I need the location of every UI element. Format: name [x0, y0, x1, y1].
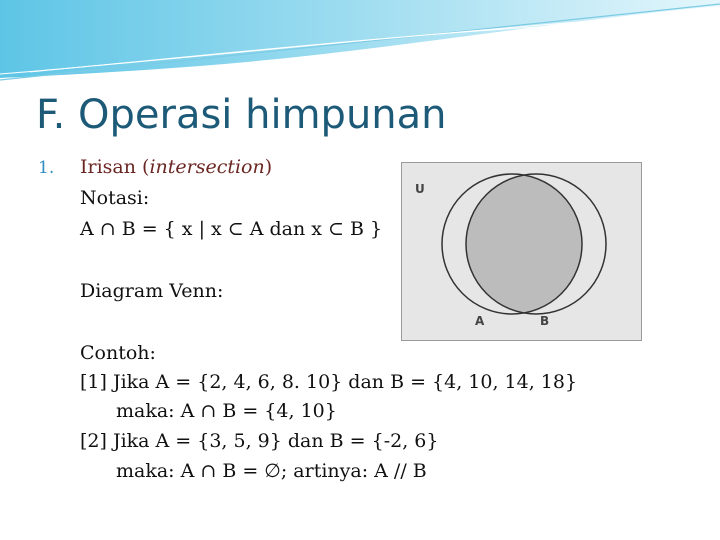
example-label: Contoh:	[80, 342, 156, 364]
example-2-condition: [2] Jika A = {3, 5, 9} dan B = {-2, 6}	[80, 430, 439, 452]
heading-text: Irisan (	[80, 156, 150, 178]
heading-close-text: )	[264, 156, 273, 178]
notation-formula: A ∩ B = { x | x ⊂ A dan x ⊂ B }	[80, 218, 383, 240]
universe-label: U	[415, 182, 425, 196]
slide-title: F. Operasi himpunan	[36, 92, 447, 138]
decorative-top-banner	[0, 0, 720, 90]
example-2-result: maka: A ∩ B = ∅; artinya: A // B	[116, 460, 427, 482]
example-1-result: maka: A ∩ B = {4, 10}	[116, 400, 337, 422]
list-number: 1.	[38, 158, 55, 178]
diagram-label: Diagram Venn:	[80, 280, 224, 302]
set-b-label: B	[540, 314, 550, 328]
notation-label: Notasi:	[80, 187, 150, 209]
set-a-label: A	[475, 314, 485, 328]
example-1-condition: [1] Jika A = {2, 4, 6, 8. 10} dan B = {4, 10, 14, 18}	[80, 371, 578, 393]
item-heading	[80, 156, 272, 178]
venn-diagram-svg	[402, 163, 643, 342]
heading-italic-text: intersection	[149, 156, 265, 178]
venn-diagram	[401, 162, 642, 341]
